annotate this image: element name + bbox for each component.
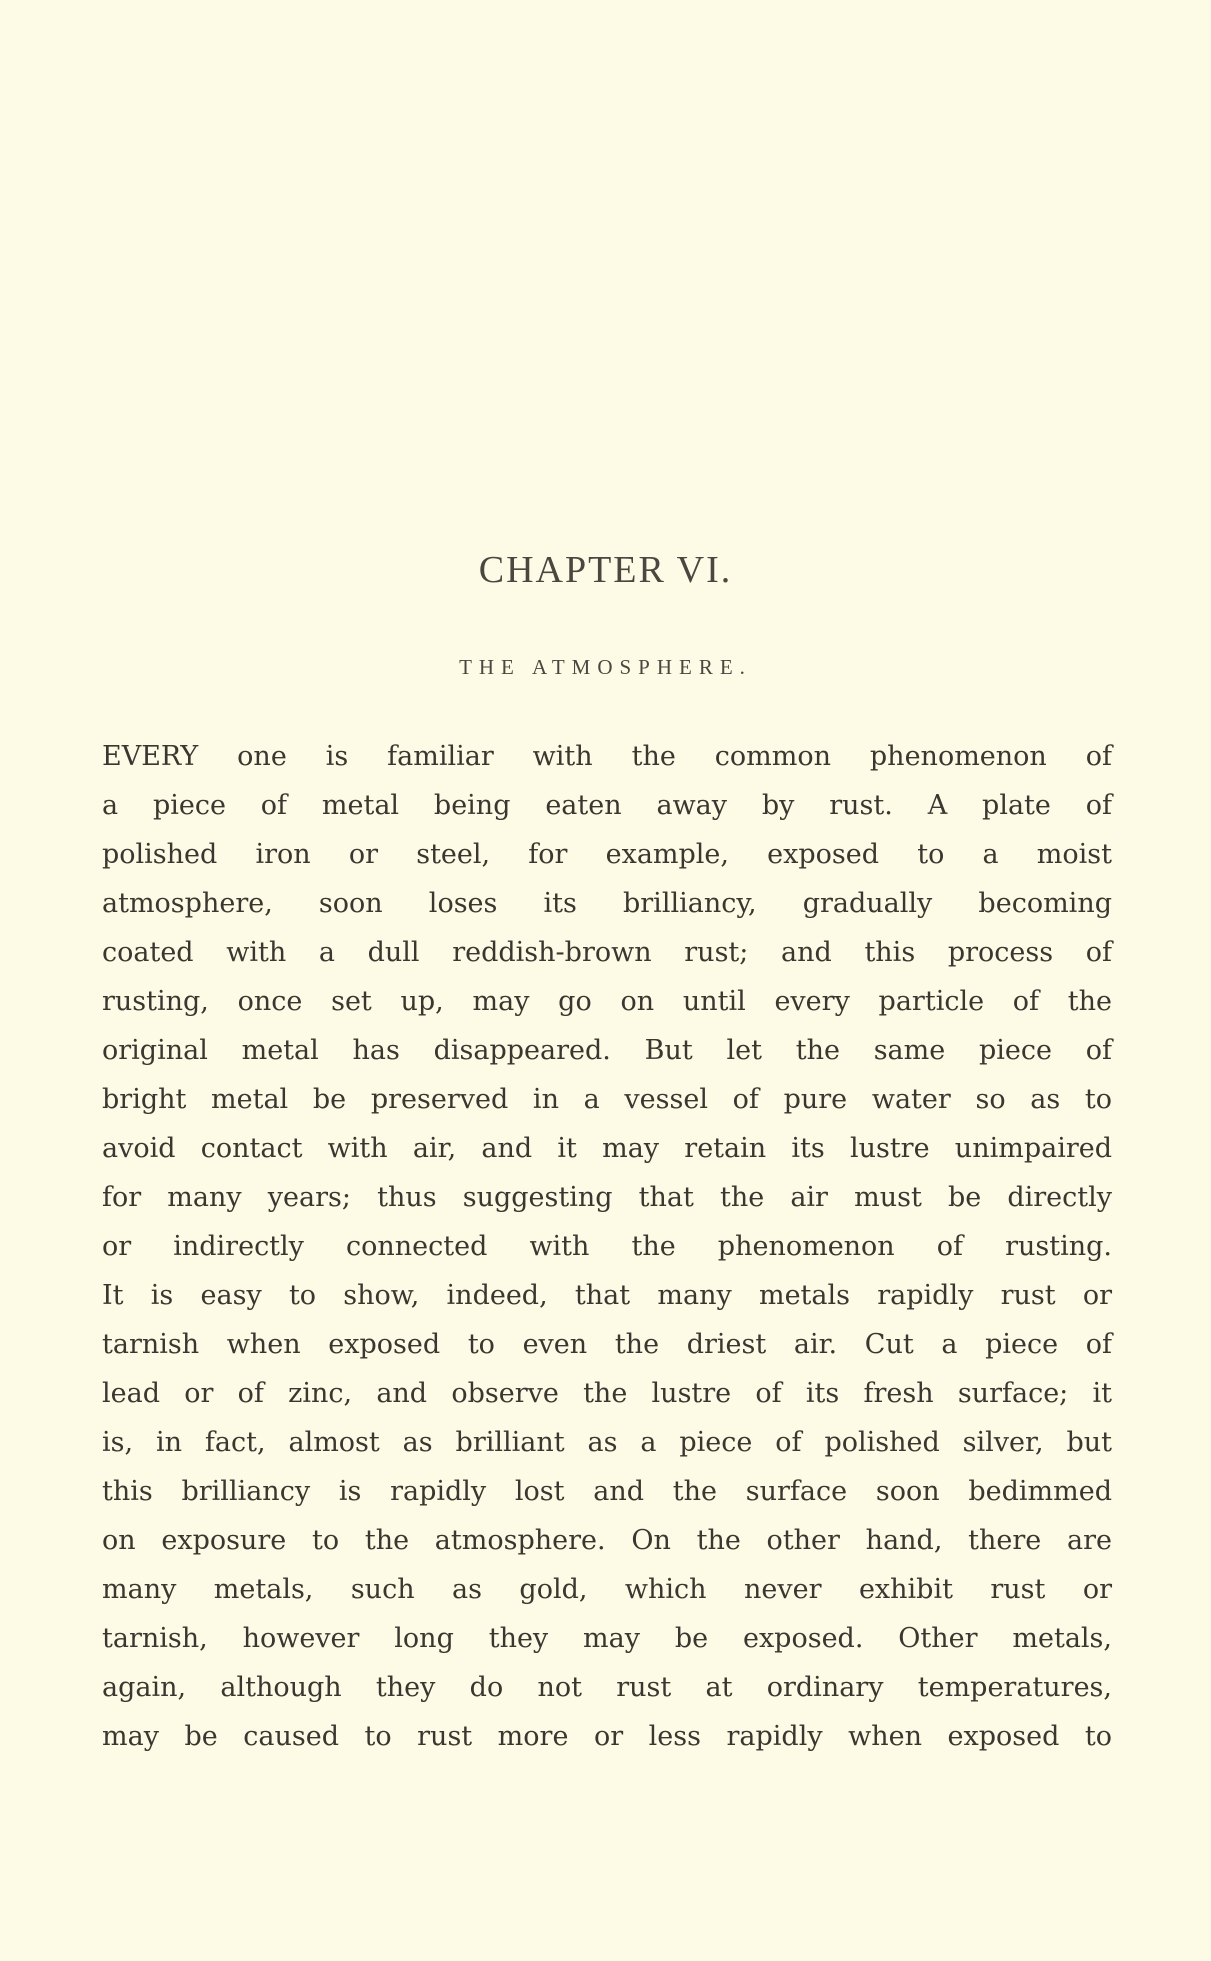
chapter-title: THE ATMOSPHERE. <box>459 655 752 679</box>
chapter-body <box>102 732 1112 1761</box>
text-line: avoid contact with air, and it may retain its lustre unimpaired <box>102 1133 1112 1164</box>
text-line: polished iron or steel, for example, exposed to a moist <box>102 839 1112 870</box>
text-line: again, although they do not rust at ordinary temperatures, <box>102 1672 1112 1703</box>
text-line: or indirectly connected with the phenomenon of rusting. <box>102 1231 1112 1262</box>
text-line: lead or of zinc, and observe the lustre of its fresh surface; it <box>102 1378 1112 1409</box>
text-line: many metals, such as gold, which never exhibit rust or <box>102 1574 1112 1605</box>
text-line: is, in fact, almost as brilliant as a piece of polished silver, but <box>102 1427 1112 1458</box>
text-line: rusting, once set up, may go on until every particle of the <box>102 986 1112 1017</box>
text-line: a piece of metal being eaten away by rust. A plate of <box>102 790 1112 821</box>
text-line: EVERY one is familiar with the common phenomenon of <box>102 741 1112 772</box>
text-line: on exposure to the atmosphere. On the other hand, there are <box>102 1525 1112 1556</box>
text-line: tarnish, however long they may be exposed. Other metals, <box>102 1623 1112 1654</box>
text-line: tarnish when exposed to even the driest air. Cut a piece of <box>102 1329 1112 1360</box>
text-line: coated with a dull reddish-brown rust; and this process of <box>102 937 1112 968</box>
text-line: original metal has disappeared. But let the same piece of <box>102 1035 1112 1066</box>
text-line: for many years; thus suggesting that the air must be directly <box>102 1182 1112 1213</box>
text-line: atmosphere, soon loses its brilliancy, gradually becoming <box>102 888 1112 919</box>
text-line: It is easy to show, indeed, that many metals rapidly rust or <box>102 1280 1112 1311</box>
text-line: this brilliancy is rapidly lost and the surface soon bedimmed <box>102 1476 1112 1507</box>
text-line: may be caused to rust more or less rapidly when exposed to <box>102 1721 1112 1752</box>
chapter-heading: CHAPTER VI. <box>478 549 733 591</box>
text-line: bright metal be preserved in a vessel of pure water so as to <box>102 1084 1112 1115</box>
